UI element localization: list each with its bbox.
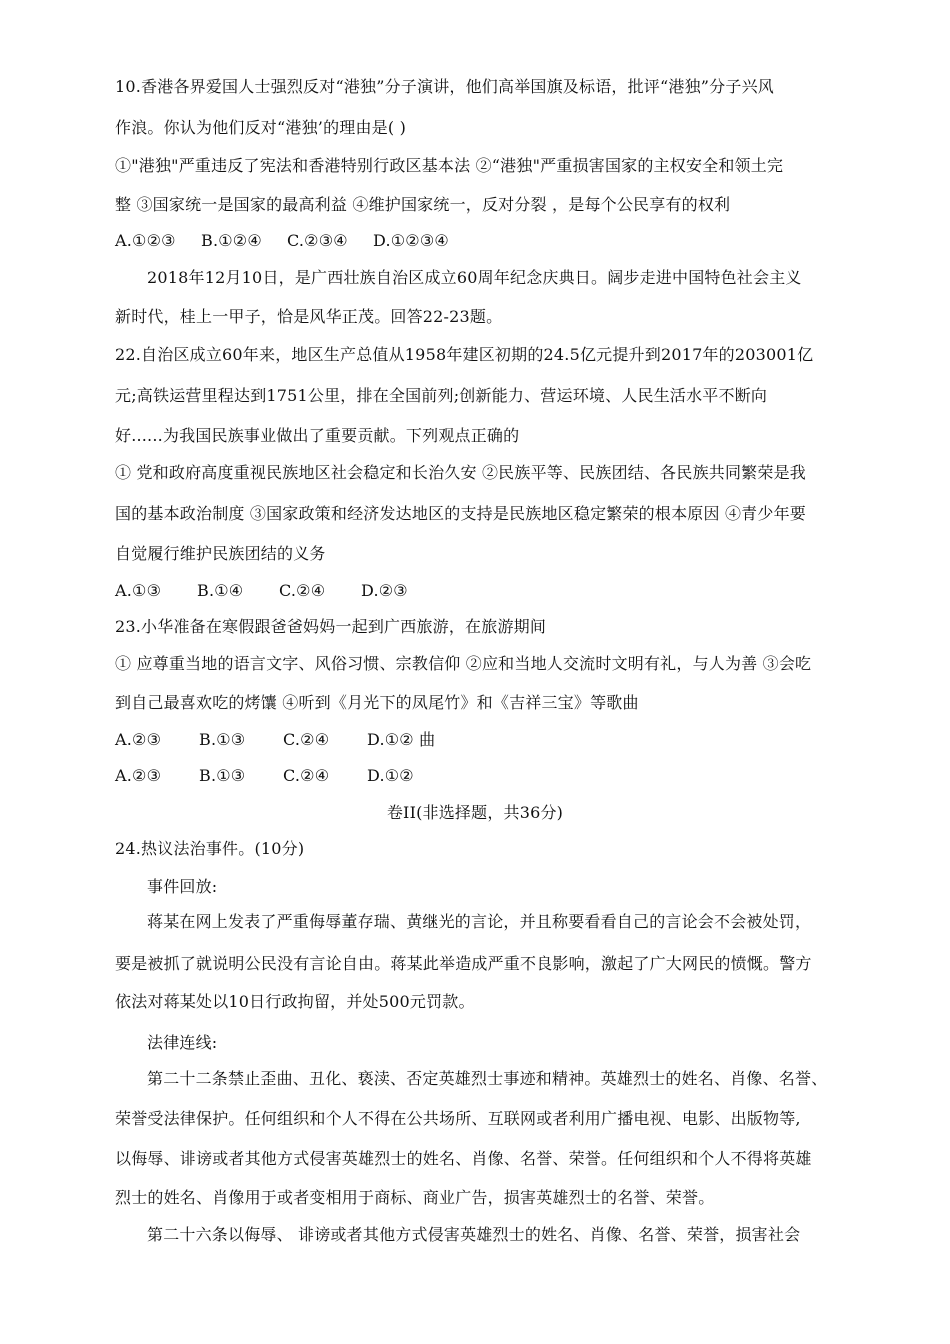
q24-event-label: 事件回放: [147,877,218,896]
q23-stem-line-1: 23.小华准备在寒假跟爸爸妈妈一起到广西旅游，在旅游期间 [115,617,547,636]
q10-option-c: C.②③④ [287,231,348,250]
q22-items-line-2: 国的基本政治制度 ③国家政策和经济发达地区的支持是民族地区稳定繁荣的根本原因 ④青少年要 [115,504,806,523]
q23-option-c-repeat: C.②④ [283,766,330,785]
q23-options-row-2 [115,765,414,787]
q24-law-line-2: 荣誉受法律保护。任何组织和个人不得在公共场所、互联网或者利用广播电视、电影、出版物等, [115,1109,801,1128]
q24-law-line-4: 烈士的姓名、肖像用于或者变相用于商标、商业广告，损害英雄烈士的名誉、荣誉。 [115,1188,715,1207]
q23-options-row-1 [115,729,435,751]
q24-law-line-3: 以侮辱、诽谤或者其他方式侵害英雄烈士的姓名、肖像、名誉、荣誉。任何组织和个人不得将英雄 [115,1149,812,1168]
q23-option-a-repeat: A.②③ [115,766,162,785]
intro-line-2: 新时代，桂上一甲子，恰是风华正茂。回答22-23题。 [115,307,503,326]
q10-option-d: D.①②③④ [373,231,449,250]
q22-option-d: D.②③ [361,581,408,600]
q22-items-line-1: ① 党和政府高度重视民族地区社会稳定和长治久安 ②民族平等、民族团结、各民族共同繁荣是我 [115,463,806,482]
q23-items-line-1: ① 应尊重当地的语言文字、风俗习惯、宗教信仰 ②应和当地人交流时文明有礼，与人为善 ③会吃 [115,654,812,673]
q23-option-c: C.②④ [283,730,330,749]
q23-option-a: A.②③ [115,730,162,749]
q24-law-line-5: 第二十六条以侮辱、 诽谤或者其他方式侵害英雄烈士的姓名、肖像、名誉、荣誉，损害社会 [147,1225,801,1244]
section-title: 卷II(非选择题，共36分) [386,803,564,822]
q24-law-line-1: 第二十二条禁止歪曲、丑化、亵渎、否定英雄烈士事迹和精神。英雄烈士的姓名、肖像、名誉、 [147,1069,828,1088]
q22-options [115,580,408,602]
q24-event-line-2: 要是被抓了就说明公民没有言论自由。蒋某此举造成严重不良影响，激起了广大网民的愤慨。警方 [115,954,812,973]
q10-stem-line-1: 10.香港各界爱国人士强烈反对“港独”分子演讲，他们高举国旗及标语，批评“港独”分子兴风 [115,77,774,96]
q22-stem-line-1: 22.自治区成立60年来，地区生产总值从1958年建区初期的24.5亿元提升到2017年的203001亿 [115,345,814,364]
q10-stem-line-2: 作浪。你认为他们反对“港独’的理由是( ) [115,118,407,137]
q22-items-line-3: 自觉履行维护民族团结的义务 [115,544,326,563]
q22-stem-line-2: 元;高铁运营里程达到1751公里，排在全国前列;创新能力、营运环境、人民生活水平不断向 [115,386,768,405]
q24-event-line-3: 依法对蒋某处以10日行政拘留，并处500元罚款。 [115,992,475,1011]
q23-option-b: B.①③ [199,730,246,749]
q10-option-b: B.①②④ [201,231,262,250]
q23-option-d: D.①② 曲 [367,730,436,749]
q10-items-line-1: ①"港独"严重违反了宪法和香港特别行政区基本法 ②“港独"严重损害国家的主权安全和领土完 [115,156,784,175]
q24-stem: 24.热议法治事件。(10分) [115,839,305,858]
q23-items-line-2: 到自己最喜欢吃的烤馕 ④听到《月光下的凤尾竹》和《吉祥三宝》等歌曲 [115,693,639,712]
q23-option-d-repeat: D.①② [367,766,414,785]
q24-law-label: 法律连线: [147,1033,218,1052]
q23-option-b-repeat: B.①③ [199,766,246,785]
q22-stem-line-3: 好......为我国民族事业做出了重要贡献。下列观点正确的 [115,426,520,445]
q10-items-line-2: 整 ③国家统一是国家的最高利益 ④维护国家统一，反对分裂 ，是每个公民享有的权利 [115,195,731,214]
q22-option-c: C.②④ [279,581,326,600]
intro-line-1: 2018年12月10日，是广西壮族自治区成立60周年纪念庆典日。阔步走进中国特色社会主义 [147,268,802,287]
q10-option-a: A.①②③ [115,231,176,250]
q10-options [115,230,449,252]
q22-option-b: B.①④ [197,581,244,600]
q22-option-a: A.①③ [115,581,162,600]
q24-event-line-1: 蒋某在网上发表了严重侮辱董存瑞、黄继光的言论，并且称要看看自己的言论会不会被处罚， [147,912,812,931]
